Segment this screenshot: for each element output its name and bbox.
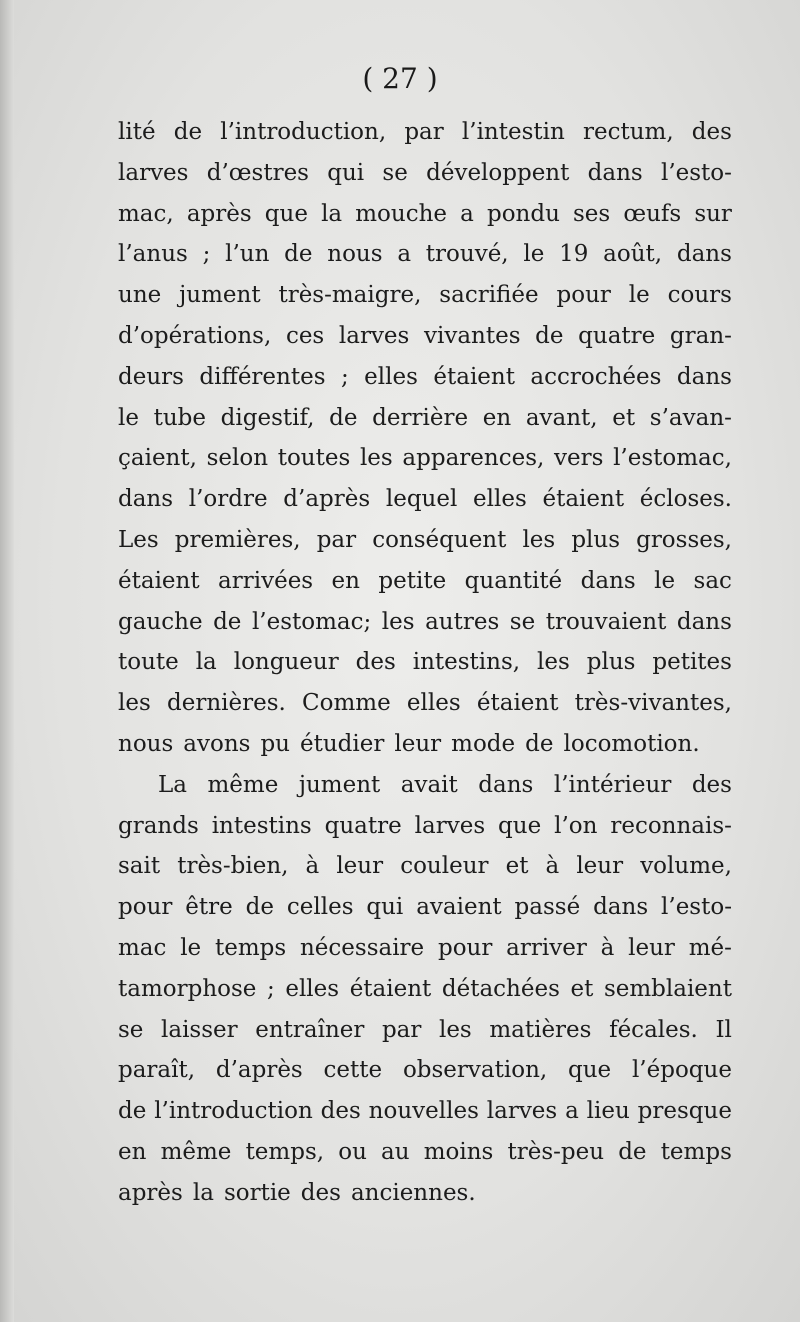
word: que (498, 812, 542, 839)
word: autres (425, 608, 500, 635)
word: l’esto- (660, 159, 732, 186)
word: que (568, 1057, 612, 1084)
word: développent (426, 159, 570, 186)
word: à (600, 934, 615, 961)
word: en (331, 567, 360, 594)
word: anciennes. (350, 1179, 476, 1206)
word: le (654, 567, 676, 594)
word: après (118, 1179, 183, 1206)
word: premières, (174, 526, 301, 553)
word: l’estomac, (613, 445, 732, 472)
word: la (195, 649, 217, 676)
word: des (320, 1098, 361, 1125)
text-line (118, 1010, 732, 1051)
word: paraît, (118, 1057, 196, 1084)
word: trouvé, (425, 241, 509, 268)
word: intestins (211, 812, 312, 839)
text-line (118, 765, 732, 806)
word: intestins, (412, 649, 521, 676)
word: l’époque (631, 1057, 732, 1084)
text-line (118, 275, 732, 316)
word: dans (118, 486, 174, 513)
word: passé (514, 894, 581, 921)
word: toutes (277, 445, 351, 472)
word: sortie (223, 1179, 291, 1206)
word: dans (587, 159, 643, 186)
word: des (691, 771, 732, 798)
word: août, (603, 241, 663, 268)
word: plus (571, 526, 621, 553)
word: étaient (542, 486, 625, 513)
word: laisser (161, 1016, 238, 1043)
word: temps (214, 934, 287, 961)
word: ou (338, 1138, 367, 1165)
word: ces (285, 322, 325, 349)
text-line (118, 316, 732, 357)
word: tamorphose (118, 975, 257, 1002)
word: mode (451, 730, 516, 757)
word: sac (693, 567, 732, 594)
word: qui (327, 159, 365, 186)
text-line (118, 438, 732, 479)
word: a (397, 241, 412, 268)
word: 19 (559, 241, 589, 268)
page-number: ( 27 ) (362, 62, 438, 95)
text-line (118, 1091, 732, 1132)
word: l’introduction, (220, 119, 387, 145)
word: et (612, 404, 636, 431)
word: de (618, 1138, 647, 1165)
word: celles (286, 894, 354, 921)
word: l’on (554, 812, 598, 839)
word: très-bien, (177, 853, 289, 880)
word: étaient (476, 690, 559, 717)
word: petite (378, 567, 447, 594)
word: détachées (441, 975, 560, 1002)
word: elles (364, 363, 418, 390)
word: étaient (349, 975, 432, 1002)
word: se (509, 608, 536, 635)
word: des (355, 649, 396, 676)
word: trouvaient (545, 608, 667, 635)
word: digestif, (220, 404, 315, 431)
word: presque (637, 1098, 732, 1125)
word: les (438, 1016, 472, 1043)
word: la (321, 200, 343, 227)
word: lité (118, 119, 156, 145)
word: dans (580, 567, 636, 594)
word: nous (327, 241, 383, 268)
word: accrochées (530, 363, 662, 390)
word: ; (340, 363, 349, 390)
word: larves (338, 322, 410, 349)
body-text (118, 112, 732, 1214)
word: les (381, 608, 415, 635)
word: qui (366, 894, 404, 921)
word: différentes (199, 363, 326, 390)
word: l’intérieur (553, 771, 672, 798)
word: lequel (385, 486, 458, 513)
word: étaient (433, 363, 515, 390)
word: avait (400, 771, 458, 798)
word: en (482, 404, 512, 431)
word: d’après (283, 486, 371, 513)
word: avant, (525, 404, 598, 431)
text-line (118, 520, 732, 561)
word: même (160, 1138, 232, 1165)
word: l’estomac; (251, 608, 372, 635)
word: pu (260, 730, 290, 757)
word: cours (667, 282, 732, 309)
text-line (118, 724, 732, 765)
text-line (118, 153, 732, 194)
word: être (185, 894, 233, 921)
word: d’œstres (206, 159, 309, 186)
word: dans (676, 608, 732, 635)
word: Il (715, 1016, 732, 1043)
word: l’intestin (461, 119, 565, 145)
word: la (192, 1179, 214, 1206)
word: vivantes (424, 322, 521, 349)
word: de (173, 119, 203, 145)
word: de (213, 608, 242, 635)
word: cette (323, 1057, 383, 1084)
word: larves (118, 159, 189, 186)
word: des (300, 1179, 341, 1206)
word: pour (556, 282, 611, 309)
word: par (381, 1016, 422, 1043)
word: vers (553, 445, 604, 472)
word: gran- (669, 322, 732, 349)
word: locomotion. (563, 730, 700, 757)
word: leur (628, 934, 675, 961)
word: toute (118, 649, 179, 676)
word: ses (573, 200, 611, 227)
text-line (118, 112, 732, 153)
word: rectum, (582, 119, 674, 145)
word: quatre (578, 322, 656, 349)
word: tube (153, 404, 207, 431)
word: le (628, 282, 650, 309)
word: grosses, (636, 526, 732, 553)
word: reconnais- (610, 812, 732, 839)
word: d’après (215, 1057, 303, 1084)
word: moins (423, 1138, 494, 1165)
word: arriver (506, 934, 587, 961)
text-line (118, 806, 732, 847)
word: à (545, 853, 560, 880)
word: derrière (372, 404, 469, 431)
word: très-maigre, (278, 282, 422, 309)
word: çaient, (118, 445, 197, 472)
word: temps, (245, 1138, 325, 1165)
word: le (118, 404, 139, 431)
word: nouvelles (368, 1098, 479, 1125)
word: nécessaire (299, 934, 425, 961)
word: se (382, 159, 408, 186)
word: sait (118, 853, 161, 880)
text-line (118, 602, 732, 643)
word: selon (206, 445, 269, 472)
text-line (118, 887, 732, 928)
word: par (316, 526, 357, 553)
text-line (118, 194, 732, 235)
word: de (284, 241, 313, 268)
word: leur (576, 853, 624, 880)
text-line (118, 1050, 732, 1091)
word: grands (118, 812, 199, 839)
word: jument (179, 282, 261, 309)
word: le (523, 241, 545, 268)
word: l’esto- (661, 894, 732, 921)
text-line (118, 1132, 732, 1173)
word: larves (486, 1098, 558, 1125)
word: volume, (640, 853, 732, 880)
word: quatre (324, 812, 402, 839)
word: et (570, 975, 594, 1002)
word: avaient (416, 894, 502, 921)
text-line (118, 357, 732, 398)
word: très-vivantes, (574, 690, 732, 717)
word: mé- (688, 934, 732, 961)
text-line (118, 561, 732, 602)
word: de (118, 1098, 147, 1125)
word: a (460, 200, 474, 227)
word: larves (414, 812, 486, 839)
word: mac (118, 934, 167, 961)
word: ; (202, 241, 211, 268)
word: étaient (118, 567, 200, 594)
word: de (245, 894, 274, 921)
word: l’ordre (188, 486, 268, 513)
word: ; (267, 975, 275, 1002)
word: en (118, 1138, 147, 1165)
word: temps (660, 1138, 732, 1165)
word: Les (118, 526, 159, 553)
word: pour (437, 934, 493, 961)
word: dernières. (166, 690, 286, 717)
word: lieu (586, 1098, 630, 1125)
word: gauche (118, 608, 203, 635)
word: arrivées (218, 567, 314, 594)
word: sacrifiée (439, 282, 539, 309)
word: de (525, 730, 554, 757)
word: elles (473, 486, 527, 513)
word: matières (489, 1016, 592, 1043)
word: étudier (300, 730, 385, 757)
word: les (118, 690, 151, 717)
word: longueur (233, 649, 339, 676)
word: La (158, 771, 187, 798)
word: Comme (302, 690, 391, 717)
word: de (535, 322, 564, 349)
word: les (522, 526, 556, 553)
word: entraîner (255, 1016, 365, 1043)
word: œufs (623, 200, 682, 227)
word: dans (676, 363, 732, 390)
word: dans (676, 241, 732, 268)
text-line (118, 479, 732, 520)
word: de (329, 404, 358, 431)
word: leur (394, 730, 442, 757)
word: mac, (118, 200, 174, 227)
text-line (118, 846, 732, 887)
text-line (118, 234, 732, 275)
word: a (565, 1098, 579, 1125)
word: d’opérations, (118, 322, 272, 349)
word: petites (652, 649, 732, 676)
word: l’anus (118, 241, 188, 268)
word: observation, (402, 1057, 548, 1084)
word: semblaient (603, 975, 732, 1002)
word: s’avan- (649, 404, 732, 431)
word: pour (118, 894, 173, 921)
word: après (186, 200, 252, 227)
word: dans (478, 771, 534, 798)
word: le (180, 934, 202, 961)
word: pondu (486, 200, 560, 227)
word: même (207, 771, 279, 798)
word: mouche (355, 200, 448, 227)
text-line (118, 928, 732, 969)
text-line (118, 683, 732, 724)
word: à (305, 853, 320, 880)
text-line (118, 398, 732, 439)
word: écloses. (639, 486, 732, 513)
word: que (264, 200, 308, 227)
word: des (691, 119, 732, 145)
word: elles (285, 975, 340, 1002)
text-line (118, 969, 732, 1010)
page-binding-shadow (0, 0, 14, 1322)
word: leur (336, 853, 384, 880)
word: l’un (225, 241, 270, 268)
word: conséquent (372, 526, 507, 553)
word: jument (298, 771, 381, 798)
word: au (381, 1138, 410, 1165)
word: et (505, 853, 529, 880)
word: plus (586, 649, 636, 676)
word: fécales. (609, 1016, 698, 1043)
text-line (118, 1173, 732, 1214)
word: les (537, 649, 570, 676)
word: quantité (464, 567, 563, 594)
word: couleur (400, 853, 489, 880)
word: une (118, 282, 162, 309)
word: nous (118, 730, 174, 757)
word: les (359, 445, 393, 472)
word: apparences, (402, 445, 545, 472)
word: avons (183, 730, 251, 757)
word: l’introduction (154, 1098, 313, 1125)
word: très-peu (507, 1138, 605, 1165)
text-line (118, 642, 732, 683)
word: sur (694, 200, 732, 227)
word: deurs (118, 363, 184, 390)
word: dans (593, 894, 649, 921)
word: par (404, 119, 444, 145)
word: elles (406, 690, 461, 717)
word: se (118, 1016, 144, 1043)
